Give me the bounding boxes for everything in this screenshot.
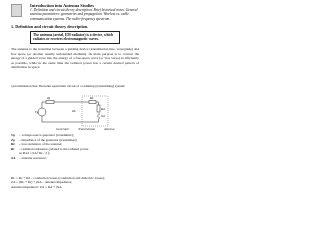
legend-text: – radiation resistance (related to the radiated power	[19, 146, 89, 151]
label-ra: RA	[101, 107, 105, 111]
legend-text: – loss resistance of the antenna;	[19, 142, 63, 147]
zg-resistor-symbol	[46, 101, 54, 104]
definition-box: The antenna (aerial, EM radiator) is a device, which radiates or receives electromagnetic waves.	[30, 31, 120, 44]
intro-paragraph: The antenna is the transition between a guiding device (transmission line, waveguide) and free space (or another usually unbounded medium). Its main purpose is to convert the energy of a guided wave into the energy of a free-space wave (or vice versa) as efficiently as possible, while in the same time the radiated power has a certain desired pattern of distribution in space.	[11, 47, 139, 69]
diagram-caption: a) transmission line Thevenin equivalent circuit of a radiating (transmitting) system:	[11, 84, 126, 88]
legend-symbol: XA	[11, 155, 16, 160]
page-title: Introduction into Antenna Studies	[30, 3, 94, 8]
diagram-label-antenna: Antenna	[103, 127, 115, 131]
impedance-notes	[11, 176, 139, 189]
legend-symbol: RL	[11, 142, 16, 147]
diagram-label-transmission: Transmission	[78, 127, 96, 131]
label-zg: Zg	[47, 96, 51, 100]
diagram-labels	[56, 127, 122, 131]
document-logo-icon	[11, 4, 22, 17]
symbol-legend	[11, 133, 139, 161]
legend-text: as Prad = |IA|² Rr / 2 );	[19, 151, 50, 156]
section-heading: 1. Definition and circuit theory description.	[11, 24, 89, 29]
label-vg: Vg	[35, 110, 39, 114]
legend-symbol: Rr	[11, 146, 15, 151]
impedance-line: Antenna impedance: ZA = RA + jXA	[11, 184, 62, 189]
legend-symbol: Zg	[11, 137, 15, 142]
legend-text: – impedance of the generator (transmitter);	[19, 137, 78, 142]
label-rl: RL	[90, 96, 94, 100]
rl-resistor-symbol	[89, 101, 96, 104]
legend-symbol: Vg	[11, 133, 15, 137]
legend-text: – voltage-source generator (transmitter);	[19, 133, 74, 137]
voltage-source-symbol	[38, 108, 46, 116]
diagram-label-generator: Generator	[56, 127, 70, 131]
impedance-line: RL = Rc + Rd – conduction losses (conduction and dielectric losses);	[11, 176, 105, 180]
document-page	[0, 0, 149, 198]
label-xa: XA	[101, 114, 105, 118]
rr-resistor-symbol	[97, 105, 100, 112]
label-za: ZA	[72, 109, 76, 113]
legend-row	[11, 156, 139, 161]
xa-inductor-symbol	[98, 113, 100, 119]
thevenin-circuit-diagram	[34, 92, 114, 128]
legend-text: – antenna reactance;	[19, 155, 47, 160]
page-subtitle: 1. Definition and circuit theory description. Brief historical notes. General antenna parameters: geometries and propagation. Wireless vs. cable communication systems. The radio-frequency spectrum.	[30, 8, 138, 21]
impedance-line: ZA = (RL + Rr) + jXA – antenna impedance;	[11, 180, 73, 185]
